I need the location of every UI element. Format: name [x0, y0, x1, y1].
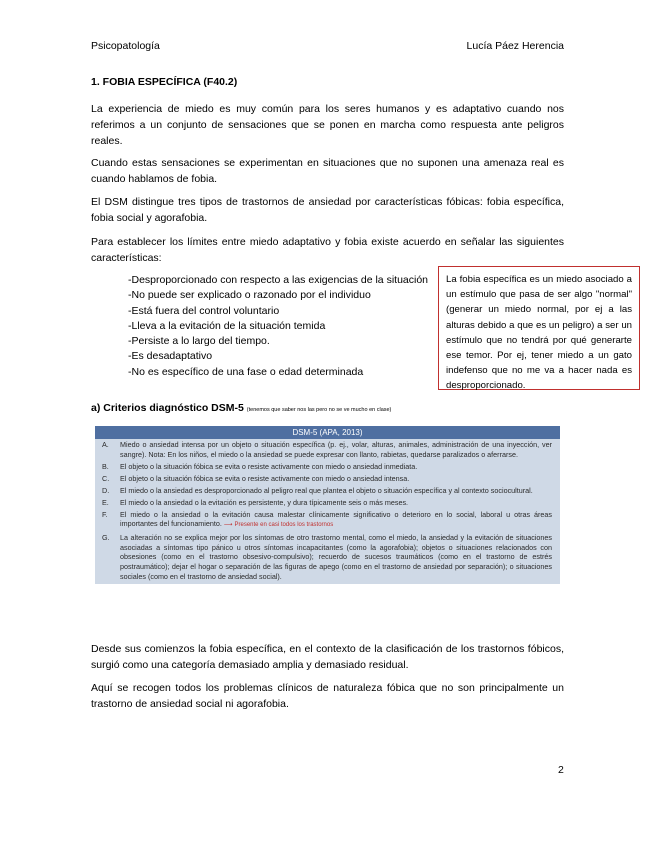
row-letter: D.	[102, 485, 110, 495]
paragraph: La experiencia de miedo es muy común para los seres humanos y es adaptativo cuando nos referimos a un conjunto de sensaciones que se ponen en marcha como respuesta ante peligros reales.	[91, 103, 564, 147]
table-row	[95, 461, 560, 473]
page-number: 2	[558, 764, 564, 776]
row-letter: E.	[102, 497, 109, 507]
arrow-note: Presente en casi todos los trastornos	[234, 522, 334, 529]
list-item: -No es específico de una fase o edad determinada	[128, 365, 364, 378]
table-row	[95, 485, 560, 497]
row-text: El objeto o la situación fóbica se evita o resiste activamente con miedo o ansiedad intensa.	[120, 473, 410, 483]
row-text-content: El miedo o la ansiedad o la evitación causa malestar clínicamente significativo o deterioro en lo social, laboral u otras áreas importantes del funcionamiento.	[120, 509, 552, 529]
list-item: -Está fuera del control voluntario	[128, 304, 280, 317]
table-row	[95, 532, 560, 584]
row-letter: C.	[102, 473, 110, 483]
row-letter: A.	[102, 440, 109, 450]
dsm5-criteria-table	[95, 426, 560, 584]
row-text	[120, 510, 560, 531]
paragraph: El DSM distingue tres tipos de trastornos de ansiedad por características fóbicas: fobia específica, fobia social y agorafobia.	[91, 196, 564, 224]
row-text: Miedo o ansiedad intensa por un objeto o situación específica (p. ej., volar, alturas, animales, administración de una inyección, ver sangre). Nota: En los niños, el miedo o la ansiedad se puede expresar con llanto, rabietas, quedarse paralizados o aferrarse.	[120, 440, 552, 459]
section-title: 1. FOBIA ESPECÍFICA (F40.2)	[91, 76, 238, 88]
header-right: Lucía Páez Herencia	[466, 40, 564, 52]
characteristics-list	[128, 273, 428, 380]
row-letter: B.	[102, 461, 109, 471]
list-item: -Persiste a lo largo del tiempo.	[128, 335, 270, 348]
list-item: -Es desadaptativo	[128, 350, 213, 363]
paragraph: Cuando estas sensaciones se experimentan en situaciones que no suponen una amenaza real es cuando hablamos de fobia.	[91, 157, 564, 185]
paragraph: Aquí se recogen todos los problemas clínicos de naturaleza fóbica que no son principalmente un trastorno de ansiedad social ni agorafobia.	[91, 682, 564, 710]
row-text: El objeto o la situación fóbica se evita o resiste activamente con miedo o ansiedad inmediata.	[120, 461, 418, 471]
table-row	[95, 439, 560, 461]
header-left: Psicopatología	[91, 40, 160, 52]
row-text: El miedo o la ansiedad o la evitación es persistente, y dura típicamente seis o más meses.	[120, 497, 409, 507]
note-box: La fobia específica es un miedo asociado a un estímulo que pasa de ser algo "normal" (generar un miedo normal, por ej a las alturas debido a que es un peligro) a ser un estímulo que no tendrá por qué generarte ese temor. Por ej, tener miedo a un gato indefenso que no me va a hacer nada es desproporcionado.	[438, 266, 640, 390]
arrow-right-icon: ⟶	[223, 522, 233, 529]
table-title: DSM-5 (APA, 2013)	[95, 426, 560, 439]
row-letter: F.	[102, 509, 108, 519]
table-row	[95, 473, 560, 485]
list-item: -No puede ser explicado o razonado por el individuo	[128, 289, 371, 302]
row-text: El miedo o la ansiedad es desproporcionado al peligro real que plantea el objeto o situación específica y al contexto sociocultural.	[120, 485, 533, 495]
criteria-heading-text: a) Criterios diagnóstico DSM-5	[91, 402, 244, 414]
criteria-heading-note: (tenemos que saber nos las pero no se ve mucho en clase)	[246, 407, 392, 413]
list-item: -Desproporcionado con respecto a las exigencias de la situación	[128, 274, 429, 286]
list-item: -Lleva a la evitación de la situación temida	[128, 319, 326, 332]
paragraph: Desde sus comienzos la fobia específica, en el contexto de la clasificación de los trastornos fóbicos, surgió como una categoría demasiado amplia y demasiado residual.	[91, 643, 564, 671]
criteria-heading	[91, 402, 391, 414]
table-row	[95, 496, 560, 508]
row-text: La alteración no se explica mejor por los síntomas de otro trastorno mental, como el miedo, la ansiedad y la evitación de situaciones asociadas a síntomas tipo pánico u otros síntomas incapacitantes (como la agorafobia); objetos o situaciones relacionados con obsesiones (como en el trastorno obsesivo-compulsivo); recuerdo de sucesos traumáticos (como en el trastorno de estrés postraumático); dejar el hogar o separación de las figuras de apego (como en el trastorno de ansiedad por separación); o situaciones sociales (como en el trastorno de ansiedad social).	[120, 533, 552, 581]
paragraph: Para establecer los límites entre miedo adaptativo y fobia existe acuerdo en señalar las siguientes características:	[91, 236, 564, 264]
row-letter: G.	[102, 533, 110, 543]
table-row	[95, 508, 560, 532]
